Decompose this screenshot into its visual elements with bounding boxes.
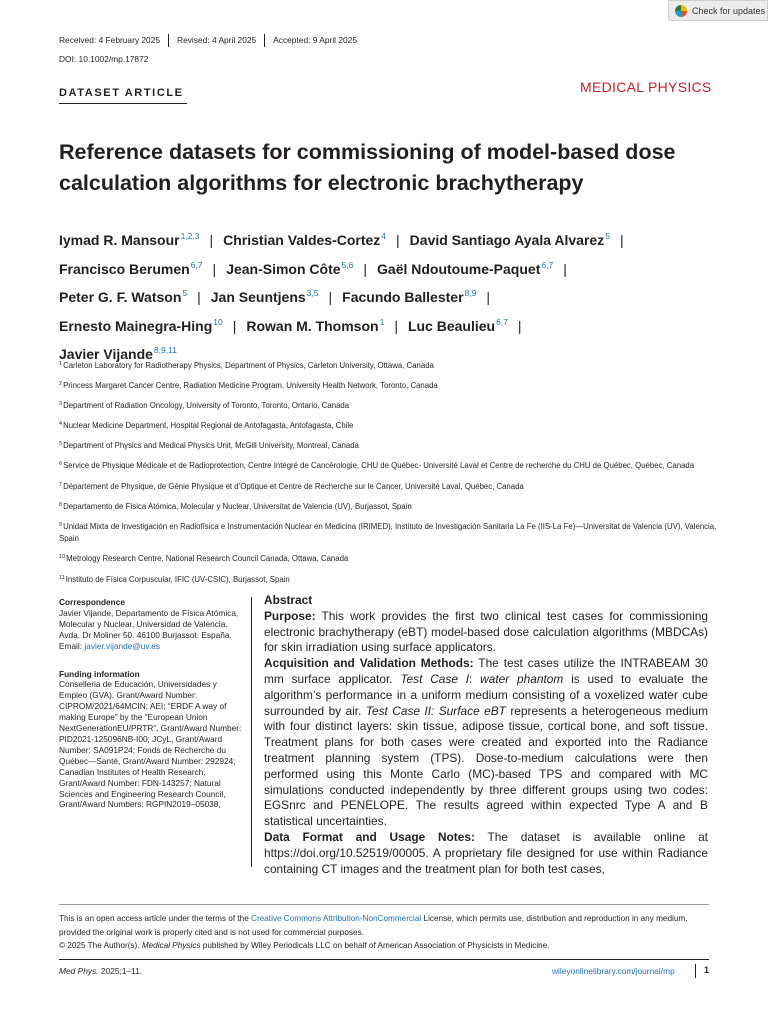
affiliation: $^4$Nuclear Medicine Department, Hospital Regional de Antofagasta, Antofagasta, Chile bbox=[59, 421, 354, 431]
author: David Santiago Ayala Alvarez$^5$ bbox=[409, 231, 610, 248]
license-text: This is an open access article under the terms of the Creative Commons Attribution-NonCommercial License, which permits use, distribution and reproduction in any medium, provided the original work is properly cited and is not used for commercial purposes. bbox=[59, 914, 688, 937]
page-number: 1 bbox=[704, 965, 710, 975]
affiliation: $^9$Unidad Mixta de Investigación en Radiofísica e Instrumentación Nuclear en Medicina (IRIMED), Instituto de Investigación Sanitaria La Fe (IIS-La Fe)—Universitat de Valencia (UV), Valencia, Spain bbox=[59, 521, 717, 544]
sidebar-info bbox=[59, 597, 244, 810]
article-type: DATASET ARTICLE bbox=[59, 87, 184, 99]
author: Gaël Ndoutoume-Paquet$^{6,7}$ bbox=[377, 259, 554, 277]
journal-url-link[interactable]: wileyonlinelibrary.com/journal/mp bbox=[552, 966, 675, 976]
affiliation: $^7$Département de Physique, de Génie Physique et d’Optique et Centre de Recherche sur le Cancer, Université Laval, Québec, Canada bbox=[59, 481, 524, 491]
check-for-updates-button[interactable] bbox=[668, 0, 768, 21]
article-type-underline bbox=[59, 103, 187, 104]
abstract-methods: Acquisition and Validation Methods: The test cases utilize the INTRABEAM 30 mm surface applicator. Test Case I: water phantom is used to evaluate the algorithm’s performance in a uniform medium consisting of a voxelized water cube surrounded by air. Test Case II: Surface eBT represents a heterogeneous medium with four distinct layers: skin tissue, adipose tissue, cortical bone, and soft tissue. Treatment plans for both cases were created and exported into the Radiance treatment planning system (TPS). Dose-to-medium calculations were then performed using this Monte Carlo (MC)-based TPS and compared with MC simulations conducted independently by three different groups using two codes: EGSnrc and PENELOPE. The results agreed within expected Type A and B statistical uncertainties. bbox=[264, 656, 708, 829]
affiliation: $^6$Service de Physique Médicale et de Radioprotection, Centre Intégré de Cancérologie, CHU de Québec- Université Laval et Centre de recherche du CHU de Québec, Québec, Canada bbox=[59, 461, 695, 471]
received-date: Received: 4 February 2025 bbox=[59, 35, 161, 45]
abstract-heading: Abstract bbox=[264, 593, 313, 607]
abstract-data-format: Data Format and Usage Notes: The dataset is available online at https://doi.org/10.52519/00005. A proprietary file designed for use within Radiance containing CT images and the treatment plan for both test cases, bbox=[264, 829, 708, 876]
citation: Med Phys. 2025;1–11. bbox=[59, 966, 143, 976]
author: Peter G. F. Watson$^5$ bbox=[59, 288, 188, 305]
affiliation: $^1$Carleton Laboratory for Radiotherapy Physics, Department of Physics, Carleton University, Ottawa, Canada bbox=[59, 361, 434, 370]
page-separator bbox=[695, 964, 696, 978]
author: Ernesto Mainegra-Hing$^{10}$ bbox=[59, 316, 223, 334]
correspondence-email: Email: javier.vijande@uv.es bbox=[59, 640, 160, 651]
doi: DOI: 10.1002/mp.17872 bbox=[59, 54, 149, 64]
affiliation: $^2$Princess Margaret Cancer Centre, Radiation Medicine Program, University Health Network, Toronto, Canada bbox=[59, 381, 438, 391]
abstract-purpose: Purpose: This work provides the first two clinical test cases for commissioning electronic brachytherapy (eBT) model-based dose calculation algorithms (MBDCAs) for skin irradiation using surface applicators. bbox=[264, 608, 708, 655]
author: Rowan M. Thomson$^1$ bbox=[246, 316, 385, 334]
footer-divider bbox=[59, 904, 709, 905]
funding-text: Conselleria de Educación, Universidades y Empleo (GVA), Grant/Award Number: CIPROM/2021/64MCIN; AEI; “ERDF A way of making Europe” by the “European Union NextGenerationEU/PRTR”, Grant/Award Number: PID2021-125096NB-I00; JCyL, Grant/Award Number: SA091P24; Fonds de Recherche du Québec—Santé, Grant/Award Number: 292924; Canadian Institutes of Health Research, Grant/Award Number: FDN-143257; Natural Sciences and Engineering Research Council, Grant/Award Numbers: RGPIN2019–05038, bbox=[59, 679, 242, 810]
correspondence-text: Javier Vijande, Departamento de Física Atómica, Molecular y Nuclear, Universidad de Valencia. Avda. Dr Moliner 50. 46100 Burjassot. España. bbox=[59, 607, 239, 640]
column-divider bbox=[251, 597, 252, 867]
author: Iymad R. Mansour$^{1,2,3}$ bbox=[59, 231, 200, 248]
affiliation: $^{10}$Metrology Research Centre, National Research Council Canada, Ottawa, Canada bbox=[59, 554, 349, 564]
author: Facundo Ballester$^{8,9}$ bbox=[342, 288, 477, 305]
accepted-date: Accepted: 9 April 2025 bbox=[264, 34, 365, 47]
author: Jan Seuntjens$^{3,5}$ bbox=[210, 288, 319, 305]
revised-date: Revised: 4 April 2025 bbox=[168, 34, 264, 47]
funding-heading: Funding information bbox=[59, 668, 140, 679]
license-footer bbox=[59, 912, 719, 953]
article-title: Reference datasets for commissioning of model-based dose calculation algorithms for electronic brachytherapy bbox=[59, 140, 676, 195]
affiliation: $^8$Departamento de Física Atómica, Molecular y Nuclear, Universitat de Valencia (UV), Burjassot, Spain bbox=[59, 501, 412, 511]
author: Javier Vijande$^{8,9,11}$ bbox=[59, 345, 177, 362]
affiliation: $^5$Department of Physics and Medical Physics Unit, McGill University, Montreal, Canada bbox=[59, 441, 359, 451]
check-for-updates-label: Check for updates bbox=[692, 5, 766, 16]
article-dates bbox=[59, 34, 365, 47]
copyright-text: © 2025 The Author(s). Medical Physics published by Wiley Periodicals LLC on behalf of American Association of Physicists in Medicine. bbox=[59, 941, 550, 950]
affiliation: $^3$Department of Radiation Oncology, University of Toronto, Toronto, Ontario, Canada bbox=[59, 401, 350, 411]
author: Jean-Simon Côte$^{5,6}$ bbox=[226, 259, 354, 277]
bottom-divider bbox=[59, 959, 709, 960]
abstract bbox=[264, 593, 708, 877]
affiliation: $^{11}$Instituto de Física Corpuscular, IFIC (UV-CSIC), Burjassot, Spain bbox=[59, 574, 290, 584]
author: Francisco Berumen$^{6,7}$ bbox=[59, 259, 203, 277]
crossmark-icon bbox=[675, 5, 687, 17]
correspondence-heading: Correspondence bbox=[59, 597, 125, 607]
author: Luc Beaulieu$^{6,7}$ bbox=[407, 316, 508, 334]
author-list: Iymad R. Mansour$^{1,2,3}$ | Christian Valdes-Cortez$^4$ | David Santiago Ayala Alvarez$^5$ | Francisco Berumen$^{6,7}$ | Jean-Simon Côte$^{5,6}$ | Gaël Ndoutoume-Paquet$^{6,7}$ | Peter G. F. Watson$^5$ | Jan Seuntjens$^{3,5}$ | Facundo Ballester$^{8,9}$ | Ernesto Mainegra-Hing$^{10}$ | Rowan M. Thomson$^1$ | Luc Beaulieu$^{6,7}$ | Javier Vijande$^{8,9,11}$ bbox=[59, 231, 624, 362]
affiliations bbox=[59, 358, 719, 592]
email-link[interactable]: javier.vijande@uv.es bbox=[84, 640, 160, 651]
author: Christian Valdes-Cortez$^4$ bbox=[223, 231, 387, 248]
journal-name: MEDICAL PHYSICS bbox=[580, 79, 712, 95]
license-link[interactable]: Creative Commons Attribution-NonCommercial bbox=[251, 914, 422, 923]
